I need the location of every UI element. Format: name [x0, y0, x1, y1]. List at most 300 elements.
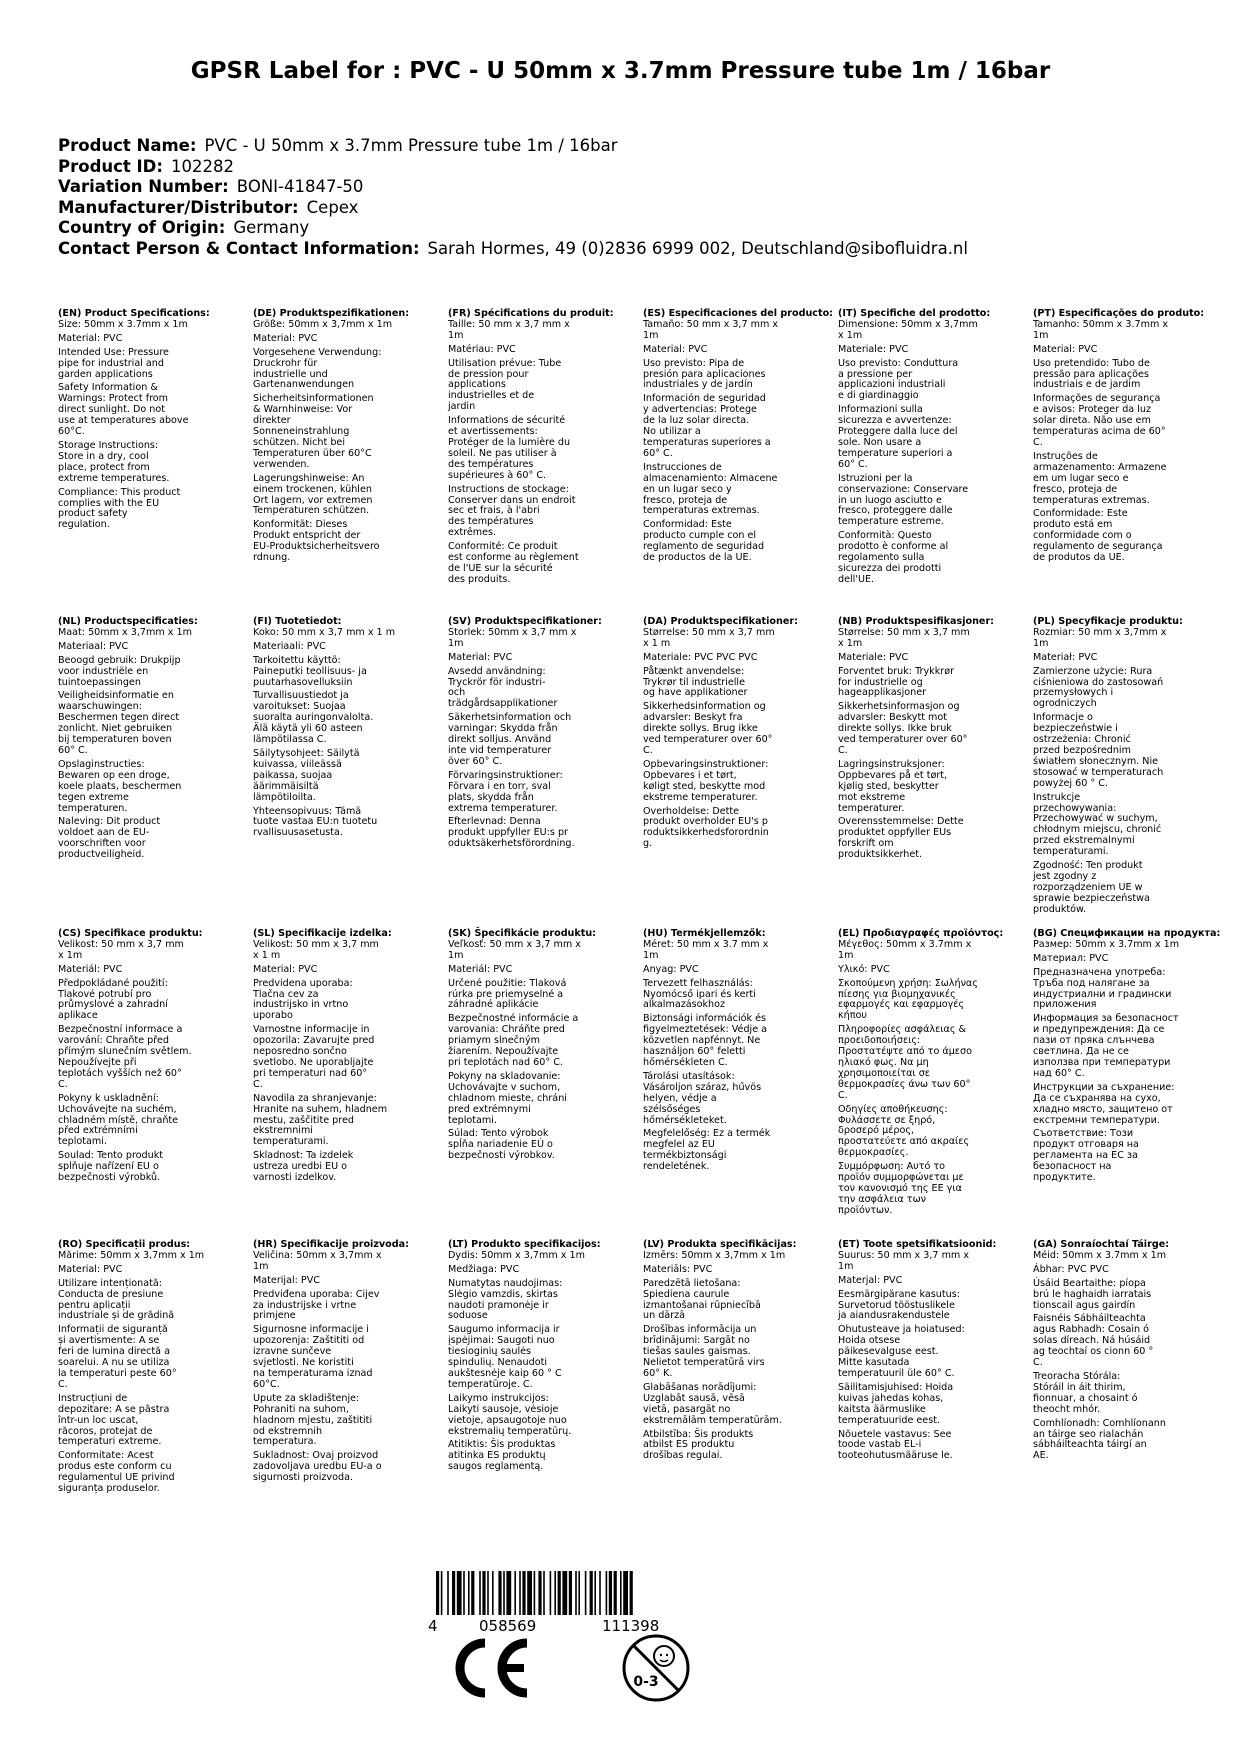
- spec-block: [253, 1240, 431, 1484]
- spec-line: C.: [58, 1078, 68, 1090]
- spec-line: temperatura.: [253, 1436, 317, 1448]
- ce-mark-icon: [448, 1638, 532, 1698]
- barcode-bar: [534, 1571, 536, 1615]
- barcode-bar: [543, 1571, 545, 1615]
- spec-line: Sikkerhetsinformasjon og: [838, 701, 960, 713]
- spec-line: Dydis: 50mm x 3,7mm x 1m: [448, 1249, 585, 1261]
- spec-line: безопасност на: [1033, 1161, 1112, 1173]
- spec-line: Upute za skladištenje:: [253, 1392, 360, 1404]
- spec-line: Hranite na suhem, hladnem: [253, 1103, 388, 1115]
- spec-line: Overensstemmelse: Dette: [838, 816, 964, 828]
- spec-line: Informações de segurança: [1033, 393, 1161, 405]
- spec-line: garden applications: [58, 368, 153, 380]
- spec-line: Koko: 50 mm x 3,7 mm x 1 m: [253, 626, 396, 638]
- info-label: Contact Person & Contact Information:: [58, 238, 420, 258]
- spec-line: 1m: [643, 949, 659, 961]
- spec-line: och: [448, 687, 466, 699]
- spec-line: uporabo: [253, 1010, 293, 1022]
- spec-line: Intended Use: Pressure: [58, 346, 169, 358]
- spec-line: extrêmes.: [448, 527, 497, 539]
- spec-line: Materiaal: PVC: [58, 640, 129, 652]
- spec-line: applicazioni industriali: [838, 379, 946, 391]
- spec-line: C.: [838, 744, 848, 756]
- spec-line: varovania: Chráňte pred: [448, 1024, 565, 1036]
- spec-line: Tlačna cev za: [253, 988, 319, 1000]
- spec-line: voldoet aan de EU-: [58, 827, 150, 839]
- spec-line: Opslaginstructies:: [58, 758, 145, 770]
- spec-line: θερμοκρασίες.: [838, 1147, 909, 1159]
- spec-line: Druckrohr für: [253, 357, 318, 369]
- spec-line: mestu, zaščitite pred: [253, 1114, 354, 1126]
- spec-line: place, protect from: [58, 461, 150, 473]
- spec-line: Zamierzone użycie: Rura: [1033, 665, 1153, 677]
- spec-line: Pokyny na skladovanie:: [448, 1070, 561, 1082]
- spec-line: την ασφάλεια των: [838, 1193, 926, 1205]
- spec-line: industriales y de jardín: [643, 379, 753, 391]
- spec-line: światłem słonecznym. Nie: [1033, 755, 1159, 767]
- spec-line: Conformità: Questo: [838, 530, 932, 542]
- spec-line: roduktsikkerhedsforordnin: [643, 827, 769, 839]
- barcode-bars: [434, 1571, 704, 1615]
- spec-line: armazenamento: Armazene: [1033, 461, 1167, 473]
- spec-line: Nelietot temperatūrā virs: [643, 1357, 765, 1369]
- spec-line: Soulad: Tento produkt: [58, 1150, 164, 1162]
- info-row: [58, 239, 968, 260]
- spec-line: Υλικό: PVC: [838, 963, 890, 975]
- spec-heading: (PL) Specyfikacje produktu:: [1033, 616, 1183, 627]
- spec-line: industrielle und: [253, 368, 328, 380]
- info-label: Product ID:: [58, 156, 163, 176]
- spec-line: koele plaats, beschermen: [58, 780, 182, 792]
- spec-block: [253, 617, 431, 839]
- spec-line: 1m: [448, 637, 464, 649]
- spec-line: Materijal: PVC: [253, 1274, 320, 1286]
- info-row: [58, 157, 968, 178]
- spec-line: des produits.: [448, 573, 511, 585]
- barcode-bar: [487, 1571, 489, 1615]
- spec-line: tegen extreme: [58, 791, 129, 803]
- spec-line: Información de seguridad: [643, 393, 766, 405]
- spec-line: Velikost: 50 mm x 3,7 mm: [58, 938, 184, 950]
- spec-line: suoralta auringonvalolta.: [253, 712, 374, 724]
- spec-line: Säkerhetsinformation och: [448, 712, 572, 724]
- spec-line: x 1 m: [643, 637, 671, 649]
- spec-line: verwenden.: [253, 458, 310, 470]
- spec-line: regulamentul UE privind: [58, 1472, 175, 1484]
- barcode-bar: [479, 1571, 481, 1615]
- spec-line: Sikkerhedsinformation og: [643, 701, 766, 713]
- spec-block: [643, 617, 821, 850]
- spec-line: direct sunlight. Do not: [58, 404, 166, 416]
- spec-line: stosować w temperaturach: [1033, 766, 1164, 778]
- spec-line: ostrzeżenia: Chronić: [1033, 734, 1131, 746]
- spec-block: [838, 617, 1016, 861]
- spec-line: Informații de siguranță: [58, 1324, 168, 1336]
- spec-line: Compliance: This product: [58, 486, 181, 498]
- barcode-bar: [457, 1571, 462, 1615]
- spec-line: Efterlevnad: Denna: [448, 816, 541, 828]
- barcode-bar: [609, 1571, 612, 1615]
- spec-line: & Warnhinweise: Vor: [253, 404, 353, 416]
- spec-line: Material: PVC: [643, 343, 708, 355]
- spec-line: Atitiktis: Šis produktas: [448, 1439, 556, 1451]
- spec-line: Material: PVC: [1033, 343, 1098, 355]
- spec-line: przemysłowych i: [1033, 687, 1114, 699]
- spec-line: saugos reglamentą.: [448, 1461, 544, 1473]
- spec-line: od ekstremnih: [253, 1425, 323, 1437]
- spec-line: powyżej 60 ° C.: [1033, 777, 1108, 789]
- barcode-bar: [519, 1571, 521, 1615]
- spec-line: atbilst ES produktu: [643, 1439, 735, 1451]
- spec-line: Méid: 50mm x 3.7mm x 1m: [1033, 1249, 1167, 1261]
- spec-line: Hoida otsese: [838, 1335, 901, 1347]
- spec-line: vietoje, apsaugotoje nuo: [448, 1414, 567, 1426]
- info-label: Product Name:: [58, 136, 197, 155]
- spec-line: temperaturas superiores a: [643, 436, 771, 448]
- spec-line: Warnings: Protect from: [58, 393, 169, 405]
- spec-line: Store in a dry, cool: [58, 450, 149, 462]
- spec-line: Lagringsinstruksjoner:: [838, 758, 945, 770]
- spec-line: Sukladnost: Ovaj proizvod: [253, 1450, 379, 1462]
- spec-line: Protéger de la lumière du: [448, 436, 571, 448]
- spec-line: brú le haghaidh iarratais: [1033, 1288, 1152, 1300]
- barcode-left-digits: 058569: [479, 1617, 537, 1635]
- spec-line: Proteggere dalla luce del: [838, 426, 958, 438]
- spec-line: Pokyny k uskladnění:: [58, 1092, 159, 1104]
- barcode-bar: [575, 1571, 577, 1615]
- spec-heading: (RO) Specificații produs:: [58, 1239, 191, 1250]
- spec-line: hladnom mjestu, zaštititi: [253, 1414, 373, 1426]
- spec-line: C.: [58, 1378, 68, 1390]
- spec-line: πίεσης για βιομηχανικές: [838, 988, 956, 1000]
- info-value: Germany: [233, 218, 310, 237]
- spec-line: Nepoužívejte při: [58, 1056, 137, 1068]
- spec-block: [1033, 1240, 1211, 1462]
- spec-line: Bewaren op een droge,: [58, 769, 170, 781]
- spec-line: Uchovávejte na suchém,: [58, 1103, 177, 1115]
- spec-line: продукт отговаря на: [1033, 1139, 1139, 1151]
- spec-line: rendeletének.: [643, 1161, 710, 1173]
- spec-line: aukštesnėje kaip 60 ° C: [448, 1367, 562, 1379]
- spec-line: Dimensione: 50mm x 3,7mm: [838, 318, 978, 330]
- spec-line: Lagerungshinweise: An: [253, 472, 365, 484]
- spec-line: Vorgesehene Verwendung:: [253, 346, 382, 358]
- spec-line: x 1m: [58, 949, 83, 961]
- spec-line: и предупреждения: Да се: [1033, 1024, 1165, 1036]
- spec-line: termékbiztonsági: [643, 1150, 727, 1162]
- spec-line: soarelui. A nu se utiliza: [58, 1357, 170, 1369]
- barcode-bar: [569, 1571, 572, 1615]
- spec-line: puutarhasovelluksiin: [253, 676, 353, 688]
- spec-line: regulation.: [58, 519, 110, 531]
- spec-line: екстремни температури.: [1033, 1114, 1160, 1126]
- spec-line: extrema temperaturer.: [448, 802, 558, 814]
- spec-line: Sicherheitsinformationen: [253, 393, 374, 405]
- barcode-bar: [441, 1571, 443, 1615]
- spec-line: 1m: [448, 329, 464, 341]
- spec-line: Overholdelse: Dette: [643, 805, 740, 817]
- barcode-bar: [482, 1571, 485, 1615]
- spec-line: Instructions de stockage:: [448, 483, 569, 495]
- spec-line: před extrémními: [58, 1125, 138, 1137]
- spec-line: Utilizare intenționată:: [58, 1277, 162, 1289]
- spec-line: industriale și de grădină: [58, 1310, 175, 1322]
- spec-line: atitinka ES produktų: [448, 1450, 546, 1462]
- spec-line: produktsikkerhet.: [838, 849, 923, 861]
- spec-line: äärimmäisiltä: [253, 780, 319, 792]
- spec-line: приложения: [1033, 999, 1097, 1011]
- spec-line: hőmérsékleteket.: [643, 1114, 727, 1126]
- spec-line: над 60° C.: [1033, 1067, 1085, 1079]
- spec-line: pentru aplicații: [58, 1299, 131, 1311]
- barcode-bar: [590, 1571, 593, 1615]
- spec-line: sigurnosti proizvoda.: [253, 1472, 353, 1484]
- spec-line: soduose: [448, 1310, 488, 1322]
- spec-line: Instrucciones de: [643, 461, 722, 473]
- spec-line: Eesmärgipärane kasutus:: [838, 1288, 960, 1300]
- spec-line: opozorila: Zavarujte pred: [253, 1035, 375, 1047]
- spec-line: plats, skydda från: [448, 791, 534, 803]
- spec-line: Mărime: 50mm x 3,7mm x 1m: [58, 1249, 205, 1261]
- spec-line: Размер: 50mm x 3.7mm x 1m: [1033, 938, 1180, 950]
- barcode-bar: [447, 1571, 449, 1615]
- spec-line: Comhlíonadh: Comhlíonann: [1033, 1417, 1166, 1429]
- spec-line: szélsőséges: [643, 1103, 701, 1115]
- spec-heading: (BG) Спецификации на продукта:: [1033, 928, 1221, 939]
- spec-line: Laikyti sausoje, vėsioje: [448, 1403, 559, 1415]
- spec-line: Zgodność: Ten produkt: [1033, 860, 1143, 872]
- spec-line: Προστατέψτε από το άμεσο: [838, 1046, 972, 1058]
- spec-line: temperatūroje. C.: [448, 1378, 533, 1390]
- spec-line: varnosti izdelkov.: [253, 1172, 337, 1184]
- info-row: [58, 136, 968, 157]
- spec-line: Material: PVC: [253, 963, 318, 975]
- spec-line: Påtænkt anvendelse:: [643, 665, 745, 677]
- spec-line: ciśnieniowa do zastosowań: [1033, 676, 1164, 688]
- spec-line: teplotami.: [58, 1136, 107, 1148]
- info-row: [58, 198, 968, 219]
- spec-line: Treoracha Stórála:: [1033, 1370, 1121, 1382]
- spec-line: ekstremālām temperatūrām.: [643, 1414, 782, 1426]
- spec-block: [1033, 617, 1211, 916]
- spec-line: Conformidad: Este: [643, 519, 732, 531]
- spec-line: spĺňa nariadenie EÚ o: [448, 1139, 553, 1151]
- barcode-right-digits: 111398: [602, 1617, 660, 1635]
- spec-line: 1m: [448, 949, 464, 961]
- spec-line: alkalmazásokhoz: [643, 999, 726, 1011]
- spec-line: Uso pretendido: Tubo de: [1033, 357, 1150, 369]
- spec-line: reglamento de seguridad: [643, 541, 765, 553]
- spec-line: y advertencias: Protege: [643, 404, 757, 416]
- spec-line: temperaturi extreme.: [58, 1436, 162, 1448]
- spec-line: Predvidena uporaba:: [253, 977, 353, 989]
- spec-line: Conducta de presiune: [58, 1288, 164, 1300]
- spec-line: Temperaturen schützen.: [253, 505, 370, 517]
- spec-line: Materiał: PVC: [1033, 651, 1098, 663]
- spec-line: jest zgodny z: [1033, 870, 1097, 882]
- spec-line: Taille: 50 mm x 3,7 mm x: [448, 318, 570, 330]
- barcode-bar: [562, 1571, 567, 1615]
- spec-line: pipe for industrial and: [58, 357, 164, 369]
- spec-line: industrielles et de: [448, 390, 535, 402]
- spec-line: Materiaali: PVC: [253, 640, 326, 652]
- spec-line: Nõuetele vastavus: See: [838, 1428, 952, 1440]
- spec-line: 60°C.: [253, 1378, 280, 1390]
- spec-line: προϊόν συμμορφώνεται με: [838, 1172, 964, 1184]
- spec-line: tuote vastaa EU:n tuotetu: [253, 816, 378, 828]
- spec-line: Tarkoitettu käyttö:: [253, 654, 341, 666]
- spec-line: Instruções de: [1033, 450, 1098, 462]
- spec-line: Forventet bruk: Trykkrør: [838, 665, 955, 677]
- spec-line: bezpečnosti výrobkov.: [448, 1150, 555, 1162]
- spec-line: προϊόντων.: [838, 1204, 893, 1216]
- spec-line: Informations de sécurité: [448, 415, 566, 427]
- spec-line: Paineputki teollisuus- ja: [253, 665, 367, 677]
- spec-line: Material: PVC: [58, 1263, 123, 1275]
- barcode-bar: [585, 1571, 587, 1615]
- spec-line: Förvaringsinstruktioner:: [448, 769, 563, 781]
- spec-line: Laikymo instrukcijos:: [448, 1392, 549, 1404]
- spec-line: Material: PVC: [253, 332, 318, 344]
- spec-line: AE.: [1033, 1450, 1049, 1462]
- spec-line: Σκοπούμενη χρήση: Σωλήνας: [838, 977, 978, 989]
- info-value: Cepex: [306, 197, 359, 217]
- spec-block: [1033, 309, 1211, 564]
- spec-line: g.: [643, 838, 653, 850]
- spec-line: Numatytas naudojimas:: [448, 1277, 563, 1289]
- spec-line: upozorenja: Zaštititi od: [253, 1335, 365, 1347]
- spec-line: teplotami.: [448, 1114, 497, 1126]
- spec-line: soleil. Ne pas utiliser à: [448, 447, 557, 459]
- spec-line: temperaturami.: [253, 1136, 329, 1148]
- spec-heading: (CS) Specifikace produktu:: [58, 928, 203, 939]
- spec-line: kuivassa, viileässä: [253, 758, 342, 770]
- spec-line: Säilitamisjuhised: Hoida: [838, 1381, 954, 1393]
- spec-line: Beschermen tegen direct: [58, 712, 180, 724]
- spec-heading: (SL) Specifikacije izdelka:: [253, 928, 392, 939]
- spec-line: θερμοκρασίες άνω των 60°: [838, 1078, 971, 1090]
- spec-line: a pressione per: [838, 368, 913, 380]
- spec-line: într-un loc uscat,: [58, 1414, 139, 1426]
- spec-heading: (ET) Toote spetsifikatsioonid:: [838, 1239, 997, 1250]
- spec-line: Předpokládané použití:: [58, 977, 168, 989]
- spec-line: προστατεύετε από ακραίες: [838, 1136, 970, 1148]
- spec-line: de l'UE sur la sécurité: [448, 562, 553, 574]
- spec-line: chladnom mieste, chráni: [448, 1092, 567, 1104]
- spec-line: an táirge seo rialachán: [1033, 1428, 1144, 1440]
- spec-line: direkter: [253, 415, 291, 427]
- spec-line: Materiál: PVC: [58, 963, 123, 975]
- spec-line: jardin: [448, 401, 476, 413]
- spec-line: Pohraniti na suhom,: [253, 1403, 349, 1415]
- barcode-bar: [578, 1571, 580, 1615]
- spec-line: industriais e de jardim: [1033, 379, 1141, 391]
- spec-line: Méret: 50 mm x 3.7 mm x: [643, 938, 769, 950]
- spec-block: [643, 1240, 821, 1462]
- spec-heading: (GA) Sonraíochtaí Táirge:: [1033, 1239, 1170, 1250]
- spec-line: Úsáid Beartaithe: píopa: [1033, 1277, 1146, 1289]
- spec-line: Πληροφορίες ασφάλειας &: [838, 1024, 966, 1036]
- spec-line: za industrijske i vrtne: [253, 1299, 357, 1311]
- spec-line: Przechowywać w suchym,: [1033, 813, 1158, 825]
- spec-line: de pression pour: [448, 368, 529, 380]
- spec-line: ogrodniczych: [1033, 698, 1097, 710]
- barcode-bar: [630, 1571, 633, 1615]
- spec-line: temperaturas acima de 60°: [1033, 426, 1166, 438]
- info-value: 102282: [170, 156, 234, 176]
- spec-line: svetlobo. Ne uporabljajte: [253, 1056, 374, 1068]
- spec-line: Opbevares i et tørt,: [643, 769, 737, 781]
- spec-line: răcoros, protejat de: [58, 1425, 153, 1437]
- spec-line: Spiediena caurule: [643, 1288, 730, 1300]
- spec-line: Rozmiar: 50 mm x 3,7mm x: [1033, 626, 1167, 638]
- spec-line: Medžiaga: PVC: [448, 1263, 520, 1275]
- spec-line: trädgårdsapplikationer: [448, 698, 558, 710]
- spec-line: Tlakové potrubí pro: [58, 988, 152, 1000]
- spec-line: Varnostne informacije in: [253, 1024, 370, 1036]
- spec-line: 1m: [1033, 329, 1049, 341]
- spec-line: svjetlosti. Ne koristiti: [253, 1357, 354, 1369]
- spec-line: продуктите.: [1033, 1172, 1096, 1184]
- spec-line: Beoogd gebruik: Drukpijp: [58, 654, 181, 666]
- spec-line: figyelmeztetések: Védje a: [643, 1024, 768, 1036]
- spec-line: theocht mhór.: [1033, 1403, 1101, 1415]
- spec-line: zonlicht. Niet gebruiken: [58, 723, 173, 735]
- spec-line: Saugumo informacija ir: [448, 1324, 560, 1336]
- spec-line: est conforme au règlement: [448, 552, 579, 564]
- spec-line: chłodnym miejscu, chronić: [1033, 824, 1162, 836]
- spec-line: C.: [253, 1078, 263, 1090]
- spec-line: Ohutusteave ja hoiatused:: [838, 1324, 965, 1336]
- spec-line: sábháilteachta táirgí an: [1033, 1439, 1147, 1451]
- spec-line: ustreza uredbi EU o: [253, 1161, 348, 1173]
- spec-line: įspėjimai: Saugoti nuo: [448, 1335, 555, 1347]
- spec-line: brīdinājumi: Sargāt no: [643, 1335, 750, 1347]
- spec-line: ekstreme temperaturer.: [643, 791, 758, 803]
- spec-line: Predviđena uporaba: Cijev: [253, 1288, 380, 1300]
- spec-line: neposredno sončno: [253, 1046, 347, 1058]
- product-info: [58, 136, 968, 259]
- spec-line: schützen. Nicht bei: [253, 436, 345, 448]
- spec-line: kjølig sted, beskytter: [838, 780, 939, 792]
- spec-line: Instrucțiuni de: [58, 1392, 128, 1404]
- spec-line: voor industriële en: [58, 665, 149, 677]
- spec-line: Oppbevares på et tørt,: [838, 769, 948, 781]
- spec-line: Instrukcje: [1033, 791, 1081, 803]
- spec-line: lämpötilassa C.: [253, 734, 327, 746]
- barcode-bar: [471, 1571, 474, 1615]
- spec-line: Storage Instructions:: [58, 439, 159, 451]
- spec-line: Conserver dans un endroit: [448, 494, 576, 506]
- spec-line: na temperaturama iznad: [253, 1367, 373, 1379]
- spec-line: Informacje o: [1033, 712, 1093, 724]
- spec-line: køligt sted, beskytte mod: [643, 780, 766, 792]
- spec-line: Material: PVC: [448, 651, 513, 663]
- spec-line: δροσερό μέρος,: [838, 1125, 915, 1137]
- spec-line: Συμμόρφωση: Αυτό το: [838, 1161, 946, 1173]
- spec-line: megfelel az EU: [643, 1139, 715, 1151]
- spec-line: pri temperaturi nad 60°: [253, 1067, 368, 1079]
- spec-line: tooteohutusmääruse le.: [838, 1450, 953, 1462]
- barcode-bar: [492, 1571, 494, 1615]
- spec-line: produktet oppfyller EUs: [838, 827, 952, 839]
- spec-line: Biztonsági információk és: [643, 1013, 766, 1025]
- spec-line: solas díreach. Ná húsáid: [1033, 1335, 1151, 1347]
- spec-line: ag teochtaí os cionn 60 °: [1033, 1346, 1154, 1358]
- spec-line: Produkt entspricht der: [253, 530, 361, 542]
- spec-line: pri teplotách nad 60° C.: [448, 1056, 563, 1068]
- spec-line: Материал: PVC: [1033, 952, 1109, 964]
